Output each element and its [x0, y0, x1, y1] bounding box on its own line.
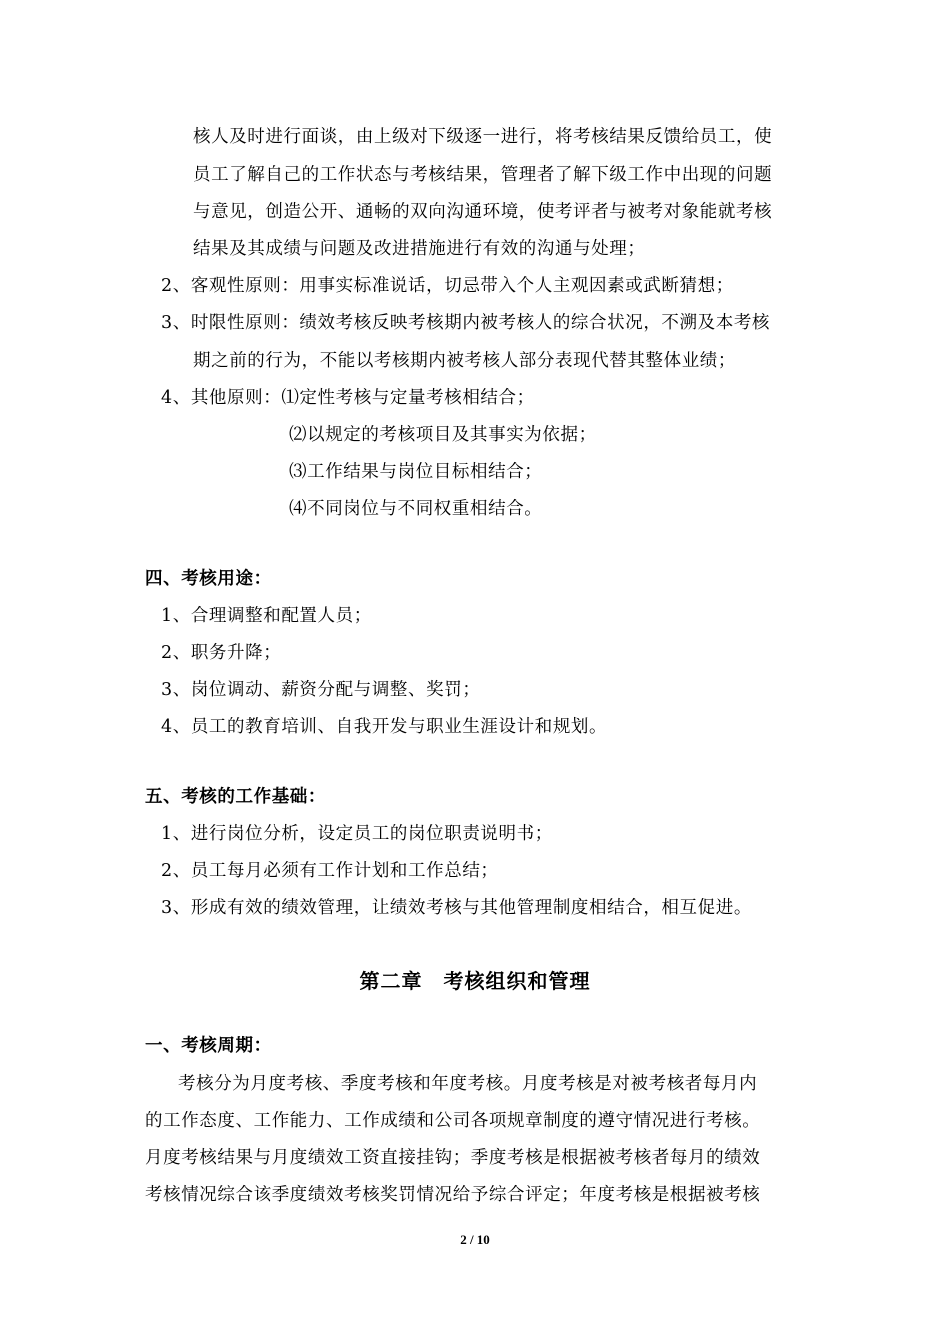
continued-text-line: 与意见，创造公开、通畅的双向沟通环境，使考评者与被考对象能就考核 — [193, 202, 773, 222]
chapter-title: 第二章 考核组织和管理 — [359, 969, 591, 993]
continued-text-line: 核人及时进行面谈，由上级对下级逐一进行，将考核结果反馈给员工，使 — [193, 127, 773, 147]
continued-text-line: 结果及其成绩与问题及改进措施进行有效的沟通与处理； — [193, 239, 646, 259]
list-item: 3、岗位调动、薪资分配与调整、奖罚； — [161, 680, 481, 700]
section-heading: 四、考核用途： — [145, 569, 272, 589]
principle-other-item: ⑶工作结果与岗位目标相结合； — [289, 462, 543, 482]
list-item: 4、员工的教育培训、自我开发与职业生涯设计和规划。 — [161, 717, 608, 737]
list-item: 1、进行岗位分析，设定员工的岗位职责说明书； — [161, 824, 553, 844]
list-item: 2、职务升降； — [161, 643, 282, 663]
principle-other-item: ⑵以规定的考核项目及其事实为依据； — [289, 425, 597, 445]
principle-timeliness: 3、时限性原则：绩效考核反映考核期内被考核人的综合状况，不溯及本考核 — [161, 313, 771, 333]
list-item: 1、合理调整和配置人员； — [161, 606, 372, 626]
continued-text-line: 员工了解自己的工作状态与考核结果，管理者了解下级工作中出现的问题 — [193, 165, 773, 185]
principle-other: 4、其他原则：⑴定性考核与定量考核相结合； — [161, 388, 535, 408]
paragraph-line: 考核分为月度考核、季度考核和年度考核。月度考核是对被考核者每月内 — [178, 1074, 758, 1094]
section-heading: 一、考核周期： — [145, 1036, 272, 1056]
principle-timeliness-cont: 期之前的行为，不能以考核期内被考核人部分表现代替其整体业绩； — [193, 351, 736, 371]
section-heading: 五、考核的工作基础： — [145, 787, 326, 807]
principle-objectivity: 2、客观性原则：用事实标准说话，切忌带入个人主观因素或武断猜想； — [161, 276, 734, 296]
paragraph-line: 月度考核结果与月度绩效工资直接挂钩；季度考核是根据被考核者每月的绩效 — [145, 1148, 761, 1168]
list-item: 3、形成有效的绩效管理，让绩效考核与其他管理制度相结合，相互促进。 — [161, 898, 752, 918]
paragraph-line: 考核情况综合该季度绩效考核奖罚情况给予综合评定；年度考核是根据被考核 — [145, 1185, 761, 1205]
paragraph-line: 的工作态度、工作能力、工作成绩和公司各项规章制度的遵守情况进行考核。 — [145, 1111, 761, 1131]
principle-other-item: ⑷不同岗位与不同权重相结合。 — [289, 499, 543, 519]
page-number: 2 / 10 — [460, 1232, 490, 1247]
list-item: 2、员工每月必须有工作计划和工作总结； — [161, 861, 499, 881]
